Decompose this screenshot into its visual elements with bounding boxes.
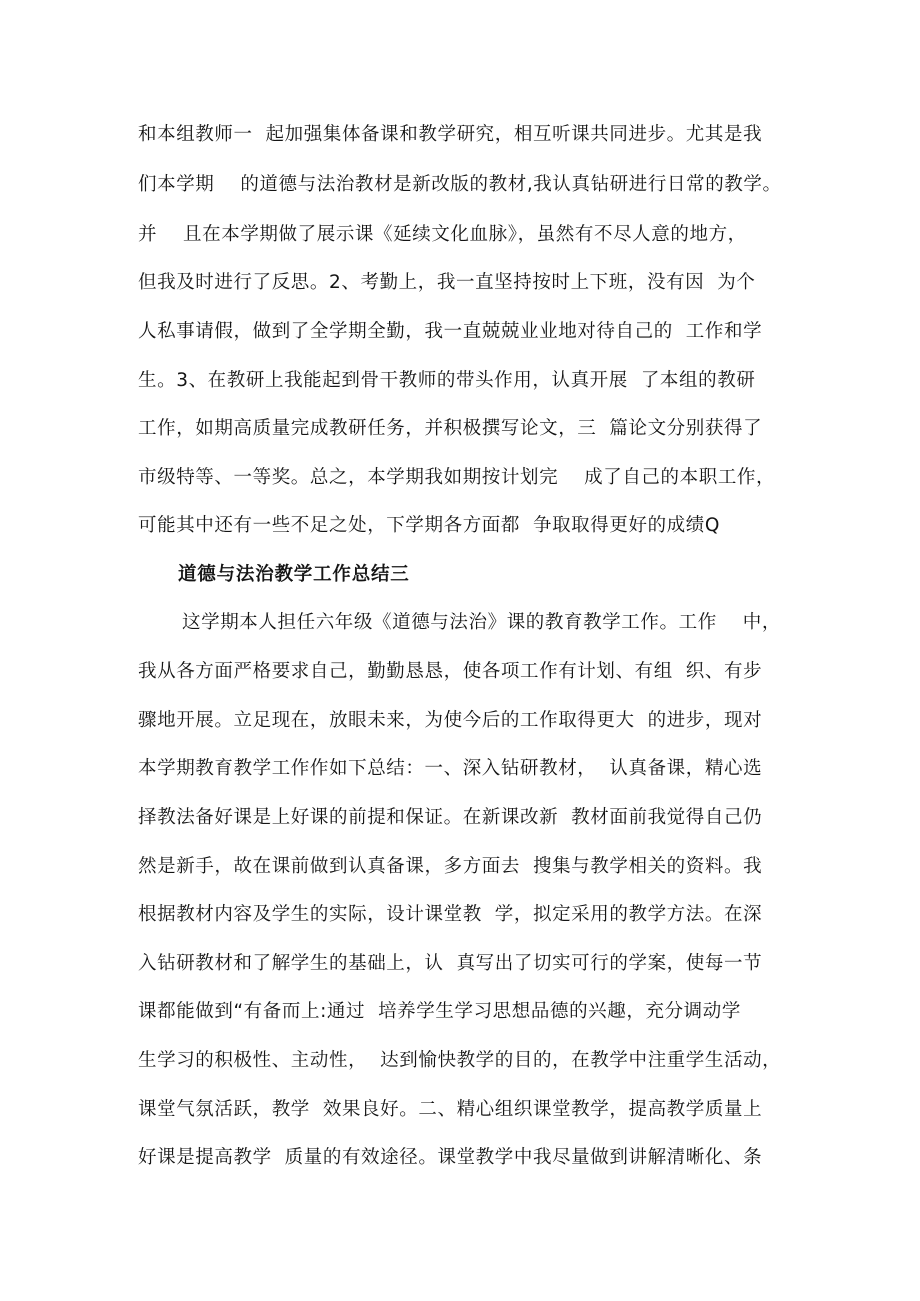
paragraph-line: 课堂气氛活跃，教学 效果良好。二、精心组织课堂教学，提高教学质量上 bbox=[138, 1099, 763, 1120]
paragraph-line: 然是新手，故在课前做到认真备课，多方面去 搜集与教学相关的资料。我 bbox=[138, 856, 763, 877]
paragraph-line: 市级特等、一等奖。总之，本学期我如期按计划完 成了自己的本职工作， bbox=[138, 467, 776, 488]
paragraph-line: 生。3、在教研上我能起到骨干教师的带头作用，认真开展 了本组的教研 bbox=[138, 370, 756, 391]
paragraph-line: 我从各方面严格要求自己，勤勤恳恳，使各项工作有计划、有组 织、有步 bbox=[138, 661, 763, 682]
paragraph-line: 入钻研教材和了解学生的基础上，认 真写出了切实可行的学案，使每一节 bbox=[138, 953, 763, 974]
section-heading: 道德与法治教学工作总结三 bbox=[178, 564, 410, 585]
paragraph-line: 工作，如期高质量完成教研任务，并积极撰写论文，三 篇论文分别获得了 bbox=[138, 418, 763, 439]
paragraph-line: 骤地开展。立足现在，放眼未来，为使今后的工作取得更大 的进步，现对 bbox=[138, 710, 763, 731]
paragraph-line: 课都能做到“有备而上:通过 培养学生学习思想品德的兴趣，充分调动学 bbox=[138, 1001, 741, 1022]
paragraph-line: 这学期本人担任六年级《道德与法治》课的教育教学工作。工作 中， bbox=[182, 612, 781, 633]
paragraph-line: 根据教材内容及学生的实际，设计课堂教 学，拟定采用的教学方法。在深 bbox=[138, 904, 763, 925]
paragraph-line: 可能其中还有一些不足之处，下学期各方面都 争取取得更好的成绩Q bbox=[138, 515, 721, 536]
paragraph-line: 并 且在本学期做了展示课《延续文化血脉》，虽然有不尽人意的地方， bbox=[138, 224, 747, 245]
paragraph-line: 生学习的积极性、主动性， 达到愉快教学的目的，在教学中注重学生活动， bbox=[138, 1050, 782, 1071]
paragraph-line: 好课是提高教学 质量的有效途径。课堂教学中我尽量做到讲解清晰化、条 bbox=[138, 1147, 763, 1168]
paragraph-line: 们本学期 的道德与法治教材是新改版的教材,我认真钻研进行日常的教学。 bbox=[138, 174, 782, 195]
paragraph-line: 和本组教师一 起加强集体备课和教学研究，相互听课共同进步。尤其是我 bbox=[138, 124, 763, 145]
paragraph-line: 择教法备好课是上好课的前提和保证。在新课改新 教材面前我觉得自己仍 bbox=[138, 807, 763, 828]
paragraph-line: 本学期教育教学工作作如下总结：一、深入钻研教材， 认真备课，精心选 bbox=[138, 758, 763, 779]
paragraph-line: 但我及时进行了反思。2、考勤上，我一直坚持按时上下班，没有因 为个 bbox=[138, 272, 756, 293]
paragraph-line: 人私事请假，做到了全学期全勤，我一直兢兢业业地对待自己的 工作和学 bbox=[138, 321, 763, 342]
